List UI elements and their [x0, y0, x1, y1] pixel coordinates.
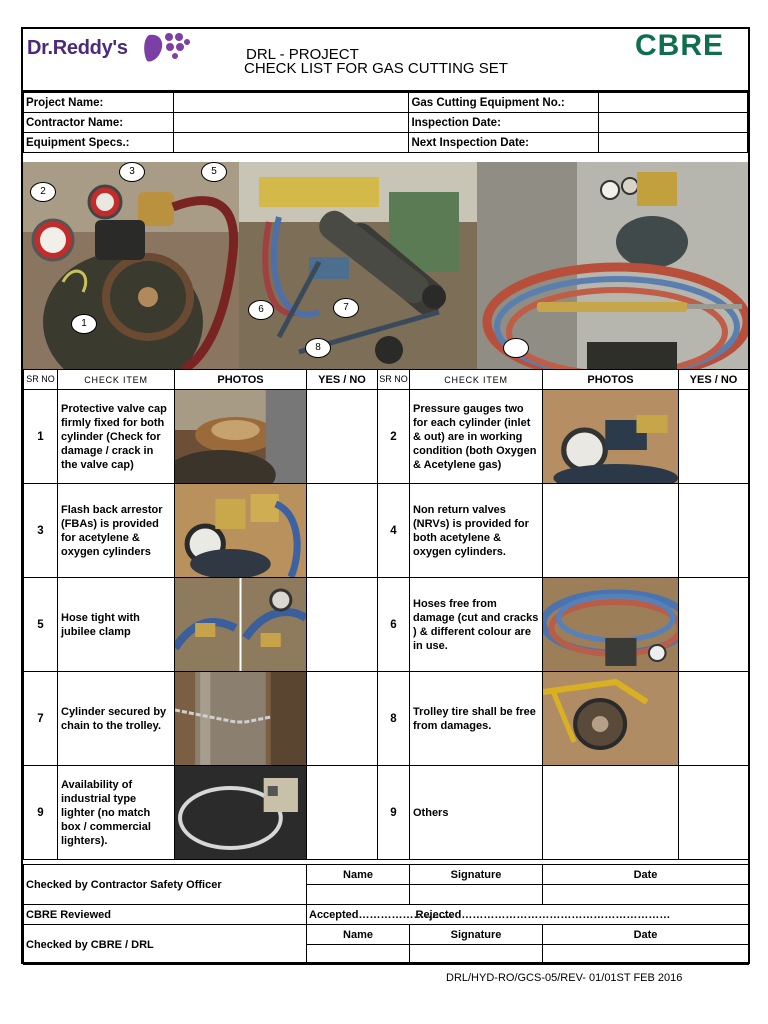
equipment-specs-field[interactable]: [173, 133, 409, 153]
signature-header: Signature: [410, 865, 543, 885]
checked-by-cbre-label: Checked by CBRE / DRL: [24, 925, 307, 965]
check-item-text: Protective valve cap firmly fixed for both cylinder (Check for damage / crack in the valve cap): [58, 390, 175, 484]
project-name-label: Project Name:: [24, 93, 174, 113]
item-photo: [175, 766, 307, 860]
callout-3: 3: [119, 162, 145, 182]
name-header: Name: [307, 865, 410, 885]
photo-cylinder-trolley: [239, 162, 477, 370]
check-item-text: Pressure gauges two for each cylinder (inlet & out) are in working condition (both Oxygen & Acetylene gas): [410, 390, 543, 484]
check-item-text: Non return valves (NRVs) is provided for both acetylene & oxygen cylinders.: [410, 484, 543, 578]
dr-reddys-logo-mark-icon: [143, 31, 191, 65]
project-name-field[interactable]: [173, 93, 409, 113]
cbre-name-field[interactable]: [307, 945, 410, 965]
item-photo: [175, 390, 307, 484]
inspection-date-field[interactable]: [599, 113, 748, 133]
contractor-name-label: Contractor Name:: [24, 113, 174, 133]
yes-no-field[interactable]: [679, 390, 749, 484]
check-item-text: Others: [410, 766, 543, 860]
item-photo: [543, 578, 679, 672]
table-row: [24, 578, 749, 672]
header: [23, 29, 748, 92]
dr-reddys-logo: [27, 37, 128, 60]
check-item-text: Hose tight with jubilee clamp: [58, 578, 175, 672]
contractor-name-field[interactable]: [307, 885, 410, 905]
checklist-table: [23, 369, 749, 860]
cbre-logo: CBRE: [635, 29, 725, 62]
yes-no-field[interactable]: [679, 766, 749, 860]
rejected-field[interactable]: Rejected…………………………………………………: [410, 905, 749, 925]
header-check-item-left: CHECK ITEM: [58, 370, 175, 390]
cbre-date-field[interactable]: [543, 945, 749, 965]
project-info-table: [23, 92, 748, 153]
item-number: 7: [24, 672, 58, 766]
accepted-field[interactable]: Accepted……………………..: [307, 905, 410, 925]
equipment-no-label: Gas Cutting Equipment No.:: [409, 93, 599, 113]
table-row: [24, 672, 749, 766]
item-number: 4: [378, 484, 410, 578]
document-reference: DRL/HYD-RO/GCS-05/REV- 01/01ST FEB 2016: [446, 972, 683, 984]
next-inspection-label: Next Inspection Date:: [409, 133, 599, 153]
title-line-1: DRL - PROJECT: [246, 46, 359, 63]
date-header: Date: [543, 925, 749, 945]
item-number: 9: [24, 766, 58, 860]
item-number: 6: [378, 578, 410, 672]
contractor-date-field[interactable]: [543, 885, 749, 905]
check-item-text: Flash back arrestor (FBAs) is provided for acetylene & oxygen cylinders: [58, 484, 175, 578]
item-photo: [175, 672, 307, 766]
item-photo-empty: [543, 484, 679, 578]
date-header: Date: [543, 865, 749, 885]
signature-header: Signature: [410, 925, 543, 945]
header-photos-right: PHOTOS: [543, 370, 679, 390]
item-number: 5: [24, 578, 58, 672]
checklist-sheet: [21, 27, 750, 964]
item-photo-empty: [543, 766, 679, 860]
yes-no-field[interactable]: [307, 766, 378, 860]
header-yes-no-left: YES / NO: [307, 370, 378, 390]
callout-8: 8: [305, 338, 331, 358]
item-photo: [543, 390, 679, 484]
next-inspection-field[interactable]: [599, 133, 748, 153]
callout-2: 2: [30, 182, 56, 202]
header-yes-no-right: YES / NO: [679, 370, 749, 390]
item-photo: [543, 672, 679, 766]
header-photos-left: PHOTOS: [175, 370, 307, 390]
checked-by-contractor-label: Checked by Contractor Safety Officer: [24, 865, 307, 905]
item-number: 3: [24, 484, 58, 578]
check-item-text: Availability of industrial type lighter (no match box / commercial lighters).: [58, 766, 175, 860]
item-number: 2: [378, 390, 410, 484]
contractor-name-field[interactable]: [173, 113, 409, 133]
callout-6: 6: [248, 300, 274, 320]
cbre-signature-field[interactable]: [410, 945, 543, 965]
signoff-table: [23, 864, 749, 965]
check-item-text: Hoses free from damage (cut and cracks ) & different colour are in use.: [410, 578, 543, 672]
header-check-item-right: CHECK ITEM: [410, 370, 543, 390]
item-number: 9: [378, 766, 410, 860]
equipment-no-field[interactable]: [599, 93, 748, 113]
item-number: 8: [378, 672, 410, 766]
item-number: 1: [24, 390, 58, 484]
check-item-text: Cylinder secured by chain to the trolley.: [58, 672, 175, 766]
title-line-2: CHECK LIST FOR GAS CUTTING SET: [244, 60, 508, 77]
dr-reddys-logo-text: Dr.Reddy's: [27, 37, 128, 59]
header-sr-no-left: SR NO: [24, 370, 58, 390]
inspection-date-label: Inspection Date:: [409, 113, 599, 133]
yes-no-field[interactable]: [307, 484, 378, 578]
yes-no-field[interactable]: [307, 578, 378, 672]
callout-5: 5: [201, 162, 227, 182]
equipment-specs-label: Equipment Specs.:: [24, 133, 174, 153]
check-item-text: Trolley tire shall be free from damages.: [410, 672, 543, 766]
yes-no-field[interactable]: [307, 672, 378, 766]
contractor-signature-field[interactable]: [410, 885, 543, 905]
header-sr-no-right: SR NO: [378, 370, 410, 390]
overview-photo-strip: [23, 162, 748, 370]
yes-no-field[interactable]: [679, 578, 749, 672]
callout-7: 7: [333, 298, 359, 318]
yes-no-field[interactable]: [679, 484, 749, 578]
table-row: [24, 766, 749, 860]
callout-torch: [503, 338, 529, 358]
yes-no-field[interactable]: [679, 672, 749, 766]
item-photo: [175, 484, 307, 578]
table-row: [24, 390, 749, 484]
name-header: Name: [307, 925, 410, 945]
yes-no-field[interactable]: [307, 390, 378, 484]
table-row: [24, 484, 749, 578]
cbre-reviewed-label: CBRE Reviewed: [24, 905, 307, 925]
callout-1: 1: [71, 314, 97, 334]
item-photo: [175, 578, 307, 672]
